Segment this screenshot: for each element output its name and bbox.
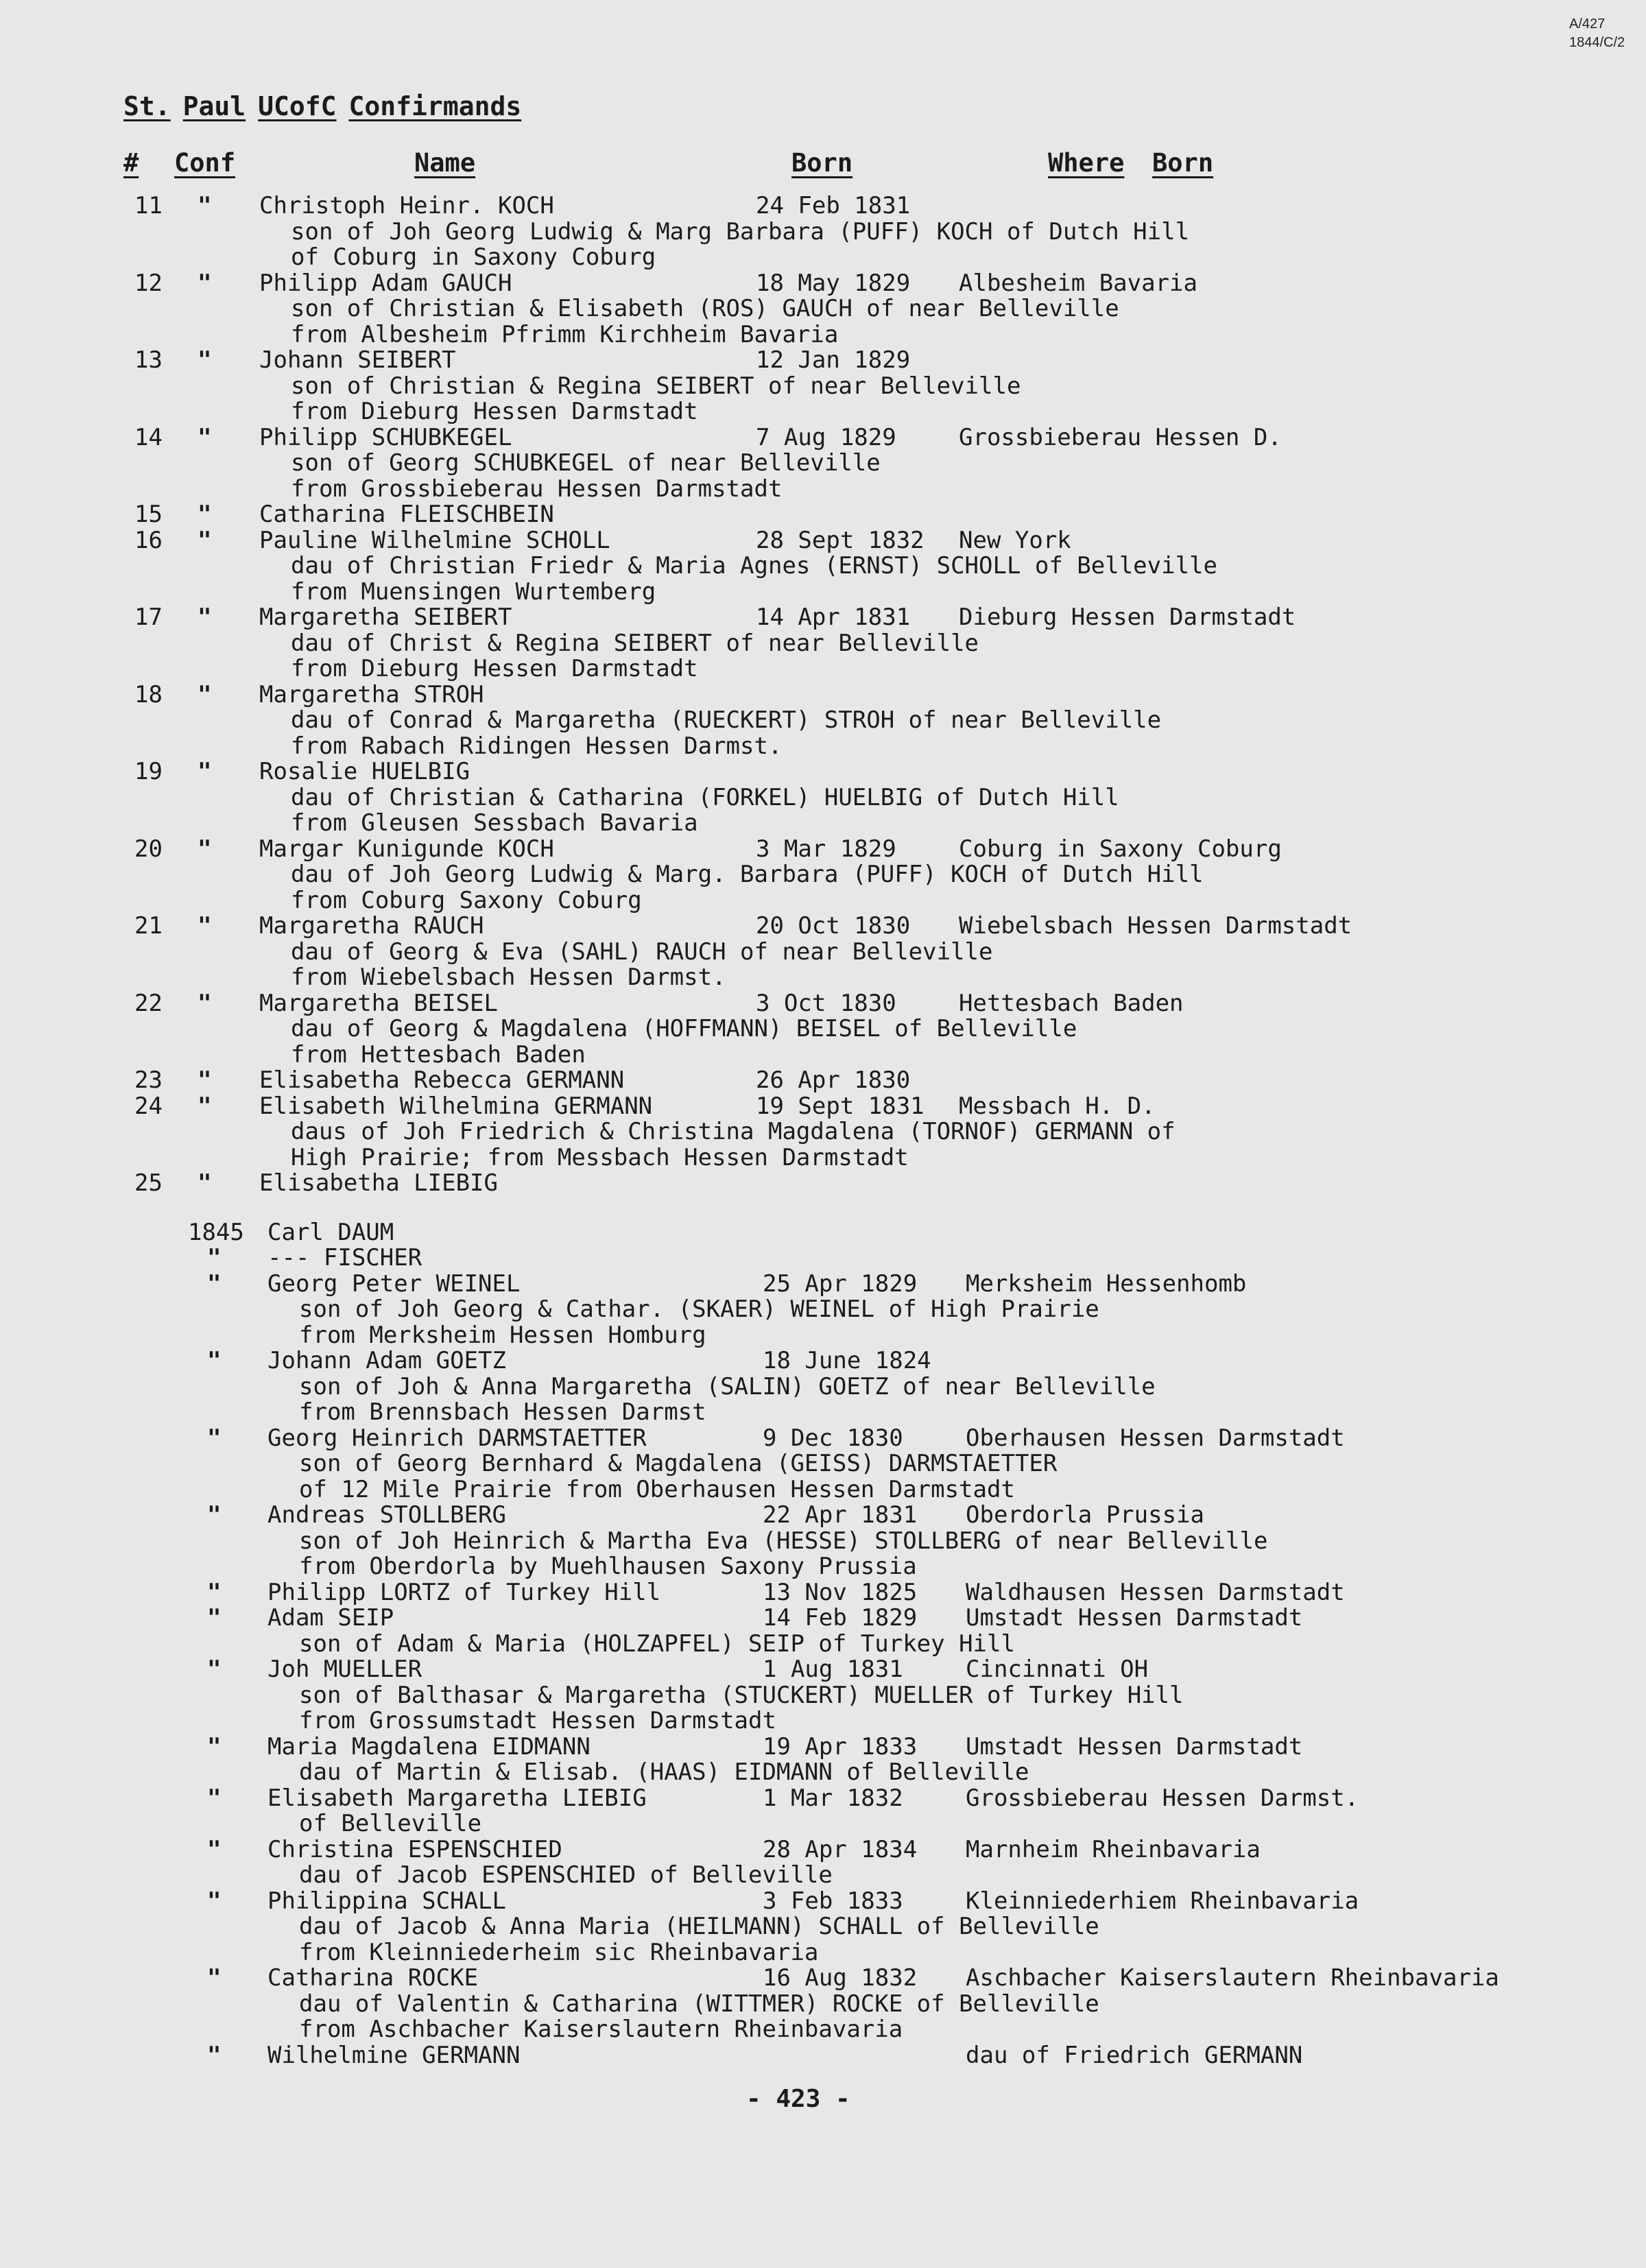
- confirmand-name: Georg Heinrich DARMSTAETTER: [267, 1424, 647, 1452]
- entry-line: [0, 528, 1646, 554]
- entry-line: [0, 271, 1646, 297]
- detail-line: [0, 1451, 1646, 1477]
- entry-line: [0, 1837, 1646, 1863]
- entry-number: 20: [134, 835, 163, 863]
- entry-number: 24: [134, 1092, 163, 1120]
- confirmand-name: Christina ESPENSCHIED: [267, 1835, 562, 1863]
- conf-mark: ": [198, 758, 212, 785]
- detail-line: [0, 1042, 1646, 1069]
- detail-line: [0, 656, 1646, 682]
- ref-line-1: A/427: [1569, 16, 1606, 32]
- birth-date: 1 Aug 1831: [763, 1656, 903, 1683]
- confirmand-name: Rosalie HUELBIG: [259, 758, 470, 785]
- entry-line: [0, 1348, 1646, 1374]
- entry-detail: dau of Valentin & Catharina (WITTMER) ROCKE of Belleville: [299, 1990, 1099, 2018]
- birth-date: 3 Feb 1833: [763, 1887, 903, 1915]
- birth-place: Oberdorla Prussia: [966, 1501, 1204, 1529]
- confirmand-name: Catharina FLEISCHBEIN: [259, 501, 554, 528]
- birth-place: Umstadt Hessen Darmstadt: [966, 1604, 1303, 1632]
- year-label: 1845: [188, 1218, 244, 1246]
- detail-line: [0, 811, 1646, 837]
- conf-mark: ": [207, 1244, 222, 1272]
- entry-detail: from Merksheim Hessen Homburg: [299, 1321, 706, 1349]
- conf-mark: ": [207, 1964, 222, 1992]
- conf-mark: ": [198, 680, 212, 708]
- entry-detail: son of Georg SCHUBKEGEL of near Belleville: [291, 449, 881, 477]
- entry-line: [0, 193, 1646, 219]
- detail-line: [0, 1529, 1646, 1555]
- document-reference: [1569, 15, 1625, 52]
- conf-mark: ": [198, 1066, 212, 1094]
- birth-place: Umstadt Hessen Darmstadt: [966, 1732, 1303, 1760]
- entry-detail: dau of Christ & Regina SEIBERT of near Belleville: [291, 629, 979, 657]
- entry-line: [0, 1605, 1646, 1632]
- page-title: [123, 91, 534, 122]
- section-gap: [0, 1197, 1646, 1220]
- birth-date: 18 May 1829: [756, 269, 911, 297]
- page-number: - 423 -: [746, 2085, 850, 2113]
- detail-line: [0, 1119, 1646, 1145]
- confirmand-name: Philipp SCHUBKEGEL: [259, 423, 512, 451]
- birth-date: 9 Dec 1830: [763, 1424, 903, 1452]
- birth-date: 3 Oct 1830: [756, 989, 896, 1017]
- entry-line: [0, 991, 1646, 1017]
- detail-line: [0, 888, 1646, 914]
- entry-number: 14: [134, 423, 163, 451]
- detail-line: [0, 219, 1646, 246]
- entry-detail: from Brennsbach Hessen Darmst: [299, 1398, 706, 1426]
- conf-mark: ": [207, 1732, 222, 1760]
- entry-number: 12: [134, 269, 163, 297]
- confirmand-name: Margar Kunigunde KOCH: [259, 835, 554, 863]
- conf-mark: ": [198, 269, 212, 297]
- birth-date: 25 Apr 1829: [763, 1269, 918, 1298]
- detail-line: [0, 1760, 1646, 1786]
- detail-line: [0, 1477, 1646, 1503]
- confirmand-name: Elisabetha LIEBIG: [259, 1169, 498, 1197]
- birth-date: 14 Feb 1829: [763, 1604, 918, 1632]
- entry-detail: son of Adam & Maria (HOLZAPFEL) SEIP of Turkey Hill: [299, 1630, 1015, 1658]
- entry-detail: from Aschbacher Kaiserslautern Rheinbavaria: [299, 2016, 903, 2043]
- confirmand-name: Johann Adam GOETZ: [267, 1347, 506, 1374]
- entry-line: [0, 348, 1646, 374]
- title-word: UCofC: [258, 91, 337, 121]
- detail-line: [0, 1297, 1646, 1323]
- entry-line: [0, 1269, 1646, 1298]
- entry-line: [0, 1171, 1646, 1197]
- confirmand-name: Maria Magdalena EIDMANN: [267, 1732, 591, 1760]
- conf-mark: ": [207, 1501, 222, 1529]
- birth-date: 13 Nov 1825: [763, 1578, 918, 1606]
- confirmand-name: Christoph Heinr. KOCH: [259, 192, 554, 219]
- entry-detail: dau of Christian & Catharina (FORKEL) HUELBIG of Dutch Hill: [291, 783, 1119, 811]
- entry-detail: daus of Joh Friedrich & Christina Magdalena (TORNOF) GERMANN of: [291, 1118, 1176, 1145]
- detail-line: [0, 296, 1646, 322]
- conf-mark: ": [198, 501, 212, 528]
- entry-detail: son of Joh Georg & Cathar. (SKAER) WEINEL of High Prairie: [299, 1296, 1099, 1323]
- confirmand-name: Georg Peter WEINEL: [267, 1269, 521, 1298]
- conf-mark: ": [207, 1424, 222, 1452]
- detail-line: [0, 1708, 1646, 1734]
- birth-place: Wiebelsbach Hessen Darmstadt: [959, 912, 1352, 940]
- entry-detail: son of Christian & Elisabeth (ROS) GAUCH of near Belleville: [291, 295, 1119, 322]
- entry-detail: dau of Conrad & Margaretha (RUECKERT) STROH of near Belleville: [291, 706, 1162, 734]
- title-word: St.: [123, 91, 171, 121]
- entry-detail: son of Balthasar & Margaretha (STUCKERT) MUELLER of Turkey Hill: [299, 1681, 1184, 1709]
- entry-line: [0, 1503, 1646, 1529]
- detail-line: [0, 1992, 1646, 2018]
- detail-line: [0, 1554, 1646, 1580]
- confirmand-name: Joh MUELLER: [267, 1656, 422, 1683]
- conf-mark: ": [207, 1656, 222, 1683]
- confirmand-name: Pauline Wilhelmine SCHOLL: [259, 526, 610, 554]
- confirmand-name: Margaretha BEISEL: [259, 989, 498, 1017]
- confirmand-name: Margaretha RAUCH: [259, 912, 484, 940]
- entry-number: 22: [134, 989, 163, 1017]
- entry-line: [0, 1245, 1646, 1272]
- entry-detail: from Coburg Saxony Coburg: [291, 886, 642, 914]
- detail-line: [0, 708, 1646, 734]
- detail-line: [0, 1683, 1646, 1709]
- entry-number: 17: [134, 604, 163, 631]
- entry-detail: dau of Joh Georg Ludwig & Marg. Barbara (PUFF) KOCH of Dutch Hill: [291, 861, 1204, 888]
- birth-date: 7 Aug 1829: [756, 423, 896, 451]
- birth-place: dau of Friedrich GERMANN: [966, 2041, 1303, 2069]
- birth-place: Dieburg Hessen Darmstadt: [959, 604, 1296, 631]
- entry-detail: of 12 Mile Prairie from Oberhausen Hessen Darmstadt: [299, 1475, 1015, 1503]
- birth-date: 19 Apr 1833: [763, 1732, 918, 1760]
- header-where: Where: [1048, 148, 1125, 178]
- birth-date: 28 Sept 1832: [756, 526, 925, 554]
- birth-date: 20 Oct 1830: [756, 912, 911, 940]
- entry-line: [0, 1068, 1646, 1094]
- ref-line-2: 1844/C/2: [1569, 35, 1625, 50]
- title-word: Confirmands: [348, 91, 522, 121]
- conf-mark: ": [207, 1887, 222, 1915]
- confirmand-list: [0, 193, 1646, 2068]
- birth-date: 14 Apr 1831: [756, 604, 911, 631]
- conf-mark: ": [198, 1092, 212, 1120]
- entry-number: 23: [134, 1066, 163, 1094]
- confirmand-name: Johann SEIBERT: [259, 346, 456, 374]
- detail-line: [0, 965, 1646, 991]
- birth-date: 12 Jan 1829: [756, 346, 911, 374]
- confirmand-name: Elisabetha Rebecca GERMANN: [259, 1066, 625, 1094]
- entry-detail: from Rabach Ridingen Hessen Darmst.: [291, 732, 783, 760]
- confirmand-name: Catharina ROCKE: [267, 1964, 479, 1992]
- conf-mark: ": [198, 526, 212, 554]
- confirmand-name: Carl DAUM: [267, 1218, 394, 1246]
- entry-detail: of Coburg in Saxony Coburg: [291, 243, 656, 271]
- entry-line: [0, 1220, 1646, 1246]
- entry-number: 13: [134, 346, 163, 374]
- entry-detail: dau of Jacob ESPENSCHIED of Belleville: [299, 1861, 833, 1889]
- entry-detail: from Grossumstadt Hessen Darmstadt: [299, 1707, 776, 1734]
- detail-line: [0, 1914, 1646, 1940]
- entry-detail: dau of Martin & Elisab. (HAAS) EIDMANN of Belleville: [299, 1758, 1029, 1786]
- birth-date: 24 Feb 1831: [756, 192, 911, 219]
- birth-place: Messbach H. D.: [959, 1092, 1156, 1120]
- entry-detail: from Muensingen Wurtemberg: [291, 577, 656, 606]
- conf-mark: ": [207, 1347, 222, 1374]
- entry-detail: from Gleusen Sessbach Bavaria: [291, 809, 698, 837]
- confirmand-name: Andreas STOLLBERG: [267, 1501, 506, 1529]
- entry-detail: son of Georg Bernhard & Magdalena (GEISS) DARMSTAETTER: [299, 1450, 1058, 1477]
- entry-line: [0, 1786, 1646, 1812]
- title-word: Paul: [182, 91, 246, 121]
- confirmand-name: Philipp LORTZ of Turkey Hill: [267, 1578, 661, 1606]
- entry-number: 21: [134, 912, 163, 940]
- entry-detail: son of Christian & Regina SEIBERT of near Belleville: [291, 372, 1021, 400]
- entry-line: [0, 1966, 1646, 1992]
- detail-line: [0, 1145, 1646, 1171]
- birth-place: Kleinniederhiem Rheinbavaria: [966, 1887, 1359, 1915]
- entry-detail: from Albesheim Pfrimm Kirchheim Bavaria: [291, 320, 839, 348]
- birth-place: Aschbacher Kaiserslautern Rheinbavaria: [966, 1964, 1499, 1992]
- confirmand-name: Philippina SCHALL: [267, 1887, 506, 1915]
- entry-detail: from Hettesbach Baden: [291, 1040, 586, 1069]
- entry-detail: son of Joh Georg Ludwig & Marg Barbara (PUFF) KOCH of Dutch Hill: [291, 217, 1190, 246]
- entry-detail: dau of Georg & Magdalena (HOFFMANN) BEISEL of Belleville: [291, 1015, 1077, 1042]
- conf-mark: ": [198, 346, 212, 374]
- confirmand-name: Elisabeth Margaretha LIEBIG: [267, 1784, 647, 1812]
- confirmand-name: Adam SEIP: [267, 1604, 394, 1632]
- entry-detail: son of Joh & Anna Margaretha (SALIN) GOETZ of near Belleville: [299, 1372, 1156, 1400]
- birth-place: Waldhausen Hessen Darmstadt: [966, 1578, 1345, 1606]
- confirmand-name: Elisabeth Wilhelmina GERMANN: [259, 1092, 653, 1120]
- entry-line: [0, 1094, 1646, 1120]
- entry-number: 16: [134, 526, 163, 554]
- birth-place: Marnheim Rheinbavaria: [966, 1835, 1261, 1863]
- entry-line: [0, 914, 1646, 940]
- entry-number: 11: [134, 192, 163, 219]
- detail-line: [0, 785, 1646, 811]
- birth-date: 18 June 1824: [763, 1347, 931, 1374]
- confirmand-name: --- FISCHER: [267, 1244, 422, 1272]
- detail-line: [0, 1323, 1646, 1349]
- conf-mark: ": [207, 1269, 222, 1298]
- entry-line: [0, 425, 1646, 451]
- entry-detail: from Oberdorla by Muehlhausen Saxony Prussia: [299, 1553, 917, 1580]
- birth-place: Cincinnati OH: [966, 1656, 1149, 1683]
- detail-line: [0, 1811, 1646, 1837]
- detail-line: [0, 1016, 1646, 1042]
- detail-line: [0, 862, 1646, 888]
- detail-line: [0, 1863, 1646, 1889]
- confirmand-name: Margaretha STROH: [259, 680, 484, 708]
- entry-detail: son of Joh Heinrich & Martha Eva (HESSE) STOLLBERG of near Belleville: [299, 1527, 1268, 1555]
- detail-line: [0, 322, 1646, 348]
- entry-line: [0, 1657, 1646, 1683]
- entry-number: 25: [134, 1169, 163, 1197]
- detail-line: [0, 734, 1646, 760]
- conf-mark: ": [198, 604, 212, 631]
- birth-date: 28 Apr 1834: [763, 1835, 918, 1863]
- birth-place: Grossbieberau Hessen Darmst.: [966, 1784, 1359, 1812]
- header-where-born: Born: [1152, 148, 1214, 178]
- detail-line: [0, 553, 1646, 580]
- detail-line: [0, 245, 1646, 271]
- entry-detail: dau of Jacob & Anna Maria (HEILMANN) SCHALL of Belleville: [299, 1913, 1099, 1940]
- entry-line: [0, 1426, 1646, 1452]
- entry-line: [0, 837, 1646, 863]
- entry-line: [0, 605, 1646, 631]
- conf-mark: ": [207, 2041, 222, 2069]
- birth-place: New York: [959, 526, 1071, 554]
- detail-line: [0, 1400, 1646, 1426]
- entry-detail: from Kleinniederheim sic Rheinbavaria: [299, 1938, 819, 1966]
- detail-line: [0, 631, 1646, 657]
- entry-number: 19: [134, 758, 163, 785]
- conf-mark: ": [207, 1578, 222, 1606]
- detail-line: [0, 2017, 1646, 2043]
- confirmand-name: Margaretha SEIBERT: [259, 604, 512, 631]
- conf-mark: ": [207, 1835, 222, 1863]
- birth-place: Albesheim Bavaria: [959, 269, 1197, 297]
- entry-detail: from Grossbieberau Hessen Darmstadt: [291, 475, 783, 503]
- entry-line: [0, 682, 1646, 708]
- entry-detail: from Dieburg Hessen Darmstadt: [291, 655, 698, 682]
- detail-line: [0, 1940, 1646, 1966]
- header-born: Born: [791, 148, 853, 178]
- conf-mark: ": [198, 192, 212, 219]
- detail-line: [0, 577, 1646, 606]
- conf-mark: ": [198, 912, 212, 940]
- conf-mark: ": [207, 1604, 222, 1632]
- birth-date: 3 Mar 1829: [756, 835, 896, 863]
- entry-line: [0, 502, 1646, 528]
- birth-date: 16 Aug 1832: [763, 1964, 918, 1992]
- header-name: Name: [414, 148, 476, 178]
- confirmand-name: Philipp Adam GAUCH: [259, 269, 512, 297]
- conf-mark: ": [198, 1169, 212, 1197]
- entry-detail: dau of Christian Friedr & Maria Agnes (ERNST) SCHOLL of Belleville: [291, 552, 1218, 580]
- birth-place: Merksheim Hessenhomb: [966, 1269, 1247, 1298]
- birth-place: Hettesbach Baden: [959, 989, 1184, 1017]
- entry-detail: from Dieburg Hessen Darmstadt: [291, 398, 698, 425]
- entry-detail: dau of Georg & Eva (SAHL) RAUCH of near Belleville: [291, 938, 993, 966]
- entry-line: [0, 1580, 1646, 1606]
- entry-detail: High Prairie; from Messbach Hessen Darmstadt: [291, 1143, 909, 1171]
- detail-line: [0, 451, 1646, 477]
- detail-line: [0, 1632, 1646, 1658]
- detail-line: [0, 940, 1646, 966]
- conf-mark: ": [198, 989, 212, 1017]
- entry-number: 18: [134, 680, 163, 708]
- conf-mark: ": [207, 1784, 222, 1812]
- entry-line: [0, 1889, 1646, 1915]
- entry-detail: from Wiebelsbach Hessen Darmst.: [291, 964, 726, 991]
- detail-line: [0, 374, 1646, 400]
- birth-date: 1 Mar 1832: [763, 1784, 903, 1812]
- birth-date: 26 Apr 1830: [756, 1066, 911, 1094]
- detail-line: [0, 399, 1646, 425]
- conf-mark: ": [198, 423, 212, 451]
- entry-number: 15: [134, 501, 163, 528]
- entry-line: [0, 1734, 1646, 1760]
- entry-detail: of Belleville: [299, 1810, 482, 1837]
- detail-line: [0, 477, 1646, 503]
- birth-date: 19 Sept 1831: [756, 1092, 925, 1120]
- birth-date: 22 Apr 1831: [763, 1501, 918, 1529]
- birth-place: Oberhausen Hessen Darmstadt: [966, 1424, 1345, 1452]
- entry-line: [0, 759, 1646, 785]
- entry-line: [0, 2043, 1646, 2069]
- birth-place: Coburg in Saxony Coburg: [959, 835, 1282, 863]
- header-conf: Conf: [174, 148, 236, 178]
- detail-line: [0, 1374, 1646, 1400]
- birth-place: Grossbieberau Hessen D.: [959, 423, 1282, 451]
- confirmand-name: Wilhelmine GERMANN: [267, 2041, 521, 2069]
- header-num: #: [123, 148, 139, 178]
- conf-mark: ": [198, 835, 212, 863]
